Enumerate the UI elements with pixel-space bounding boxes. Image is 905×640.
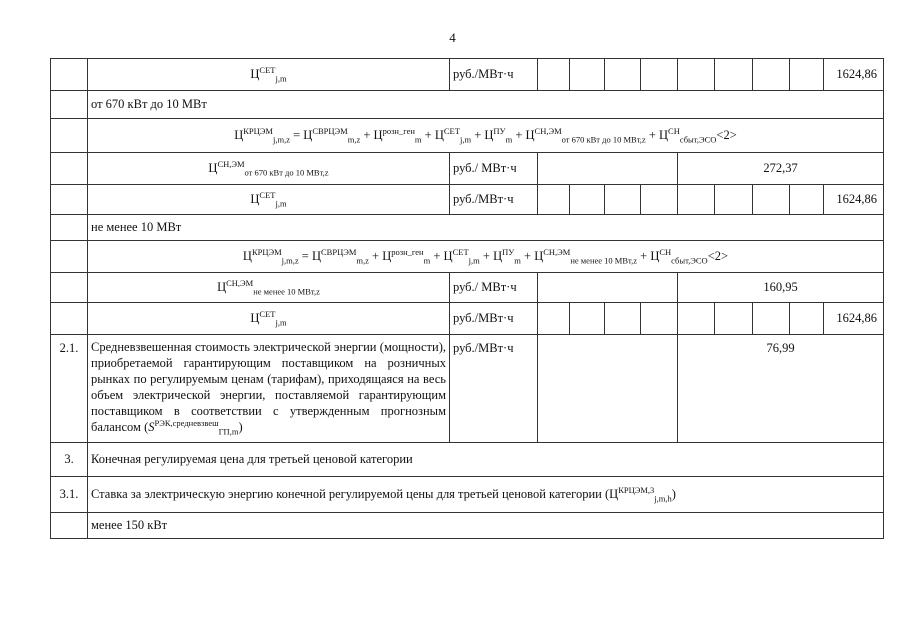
table-row: [51, 241, 884, 273]
num-cell: 3.: [51, 443, 88, 477]
formula-cell: $Ц^{СЕТ}_{j,m}$: [88, 303, 450, 335]
table-row: [51, 443, 884, 477]
table-row: [51, 303, 884, 335]
value-cell: 272,37: [678, 153, 884, 185]
table-row: [51, 513, 884, 539]
num-cell: 2.1.: [51, 335, 88, 443]
table-row: [51, 91, 884, 119]
formula-row: $Ц^{КРЦЭМ}_{j,m,z} = Ц^{СВРЦЭМ}_{m,z} + Ц^{розн\_ген}_m + Ц^{СЕТ}_{j,m} + Ц^{ПУ}_m + Ц^{СН,ЭМ}_{не менее 10 МВт,z} + Ц^{СН}_{сбыт,ЭСО}<2>$: [88, 241, 884, 273]
unit-cell: руб./ МВт·ч: [450, 273, 538, 303]
table-row: [51, 59, 884, 91]
section-heading: Ставка за электрическую энергию конечной регулируемой цены для третьей ценовой категории $(Ц^{КРЦЭМ,3}_{j,m,h})$: [88, 477, 884, 513]
table-row: [51, 335, 884, 443]
value-cell: 1624,86: [824, 185, 884, 215]
table-row: [51, 273, 884, 303]
table-row: [51, 477, 884, 513]
unit-cell: руб./МВт·ч: [450, 303, 538, 335]
formula-cell: $Ц^{СЕТ}_{j,m}$: [88, 185, 450, 215]
section-heading: от 670 кВт до 10 МВт: [88, 91, 884, 119]
num-cell: [51, 59, 88, 91]
unit-cell: руб./МВт·ч: [450, 59, 538, 91]
description-cell: Средневзвешенная стоимость электрической энергии (мощности), приобретаемой гарантирующим поставщиком на розничных рынках по регулируемым ценам (тарифам), приходящаяся на весь объем электрической энергии, поставляемой гарантирующим поставщиком в соответствии с утвержденным прогнозным балансом $(S^{РЭК,средневзвеш}_{ГП,m})$: [88, 335, 450, 443]
unit-cell: руб./МВт·ч: [450, 335, 538, 443]
table-row: [51, 119, 884, 153]
value-cell: 1624,86: [824, 59, 884, 91]
value-cell: 160,95: [678, 273, 884, 303]
table-row: [51, 185, 884, 215]
value-cell: 1624,86: [824, 303, 884, 335]
unit-cell: руб./МВт·ч: [450, 185, 538, 215]
table-row: [51, 215, 884, 241]
tariff-table: [50, 58, 884, 539]
section-heading: Конечная регулируемая цена для третьей ценовой категории: [88, 443, 884, 477]
section-heading: менее 150 кВт: [88, 513, 884, 539]
formula-row: $Ц^{КРЦЭМ}_{j,m,z} = Ц^{СВРЦЭМ}_{m,z} + Ц^{розн\_ген}_m + Ц^{СЕТ}_{j,m} + Ц^{ПУ}_m + Ц^{СН,ЭМ}_{от 670 кВт до 10 МВт,z} + Ц^{СН}_{сбыт,ЭСО}<2>$: [88, 119, 884, 153]
value-cell: 76,99: [678, 335, 884, 443]
formula-cell: $Ц^{СН,ЭМ}_{не менее 10 МВт,z}$: [88, 273, 450, 303]
num-cell: 3.1.: [51, 477, 88, 513]
unit-cell: руб./ МВт·ч: [450, 153, 538, 185]
formula-cell: $Ц^{СЕТ}_{j,m}$: [88, 59, 450, 91]
page-number: 4: [449, 30, 456, 45]
table-row: [51, 153, 884, 185]
section-heading: не менее 10 МВт: [88, 215, 884, 241]
formula-cell: $Ц^{СН,ЭМ}_{от 670 кВт до 10 МВт,z}$: [88, 153, 450, 185]
